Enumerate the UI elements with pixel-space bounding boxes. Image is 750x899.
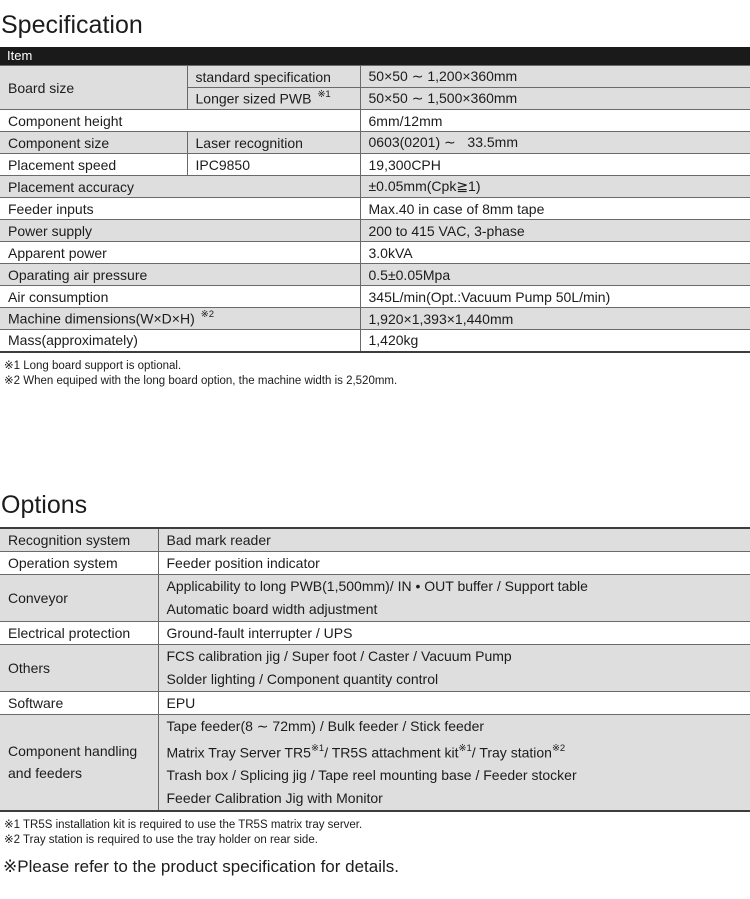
spec-item-label: Feeder inputs — [0, 198, 360, 220]
spec-item-label: Component size — [0, 132, 187, 154]
option-category-label: Conveyor — [0, 574, 158, 621]
footnote: ※2 Tray station is required to use the tray holder on rear side. — [4, 833, 750, 848]
option-line-text: / TR5S attachment kit — [324, 744, 458, 760]
option-row-operation-system — [0, 551, 750, 574]
spec-value: ±0.05mm(Cpk≧1) — [360, 176, 750, 198]
spec-item-label: Power supply — [0, 220, 360, 242]
spec-sheet-page — [0, 10, 750, 877]
spec-item-label — [0, 308, 360, 330]
option-row-conveyor — [0, 574, 750, 621]
spec-row-board-size-standard — [0, 66, 750, 88]
footnote-ref: ※2 — [552, 743, 565, 754]
option-line: FCS calibration jig / Super foot / Caster / Vacuum Pump — [167, 645, 750, 668]
option-line-text: / Tray station — [472, 744, 552, 760]
spec-value: 0.5±0.05Mpa — [360, 264, 750, 286]
spec-item-label: Board size — [0, 66, 187, 110]
option-value — [158, 644, 750, 691]
spec-item-label: Mass(approximately) — [0, 330, 360, 352]
option-value — [158, 714, 750, 811]
spec-row-feeder-inputs — [0, 198, 750, 220]
spec-value: 6mm/12mm — [360, 110, 750, 132]
spec-item-label: Oparating air pressure — [0, 264, 360, 286]
option-line: Solder lighting / Component quantity control — [167, 668, 750, 691]
spec-item-label: Placement accuracy — [0, 176, 360, 198]
option-line: Tape feeder(8 ∼ 72mm) / Bulk feeder / Stick feeder — [167, 715, 750, 738]
spec-row-component-size — [0, 132, 750, 154]
spec-item-label: Placement speed — [0, 154, 187, 176]
option-row-component-handling — [0, 714, 750, 811]
spec-row-machine-dimensions — [0, 308, 750, 330]
spec-value: 0603(0201) ∼ 33.5mm — [360, 132, 750, 154]
option-line: Feeder Calibration Jig with Monitor — [167, 787, 750, 810]
option-value: Ground-fault interrupter / UPS — [158, 621, 750, 644]
specification-title: Specification — [1, 10, 750, 40]
table-header-bar — [0, 47, 750, 65]
option-row-software — [0, 691, 750, 714]
option-value: EPU — [158, 691, 750, 714]
item-header-label: Item — [7, 48, 32, 63]
option-category-label: Recognition system — [0, 528, 158, 552]
footnote-ref: ※1 — [459, 743, 472, 754]
spec-value: 200 to 415 VAC, 3-phase — [360, 220, 750, 242]
spec-row-component-height — [0, 110, 750, 132]
spec-row-placement-accuracy — [0, 176, 750, 198]
option-value: Bad mark reader — [158, 528, 750, 552]
option-category-label: Others — [0, 644, 158, 691]
option-line: Automatic board width adjustment — [167, 598, 750, 621]
option-line-text: Matrix Tray Server TR5 — [167, 744, 311, 760]
option-line: Trash box / Splicing jig / Tape reel mounting base / Feeder stocker — [167, 764, 750, 787]
option-category-label: Operation system — [0, 551, 158, 574]
footnote-ref: ※1 — [317, 89, 330, 100]
footnote-ref: ※1 — [311, 743, 324, 754]
spec-value: 1,420kg — [360, 330, 750, 352]
footnote: ※2 When equiped with the long board option, the machine width is 2,520mm. — [4, 374, 750, 389]
spec-value: 1,920×1,393×1,440mm — [360, 308, 750, 330]
option-row-others — [0, 644, 750, 691]
footnote: ※1 Long board support is optional. — [4, 359, 750, 374]
spec-value: 50×50 ∼ 1,200×360mm — [360, 66, 750, 88]
specification-table — [0, 65, 750, 353]
spec-value: 19,300CPH — [360, 154, 750, 176]
spec-item-label: Apparent power — [0, 242, 360, 264]
spec-row-placement-speed — [0, 154, 750, 176]
spec-sub-label: Laser recognition — [187, 132, 360, 154]
options-title: Options — [1, 490, 750, 520]
spec-value: 3.0kVA — [360, 242, 750, 264]
options-table — [0, 527, 750, 813]
option-line: Applicability to long PWB(1,500mm)/ IN • OUT buffer / Support table — [167, 575, 750, 598]
options-footnotes — [4, 818, 750, 848]
spec-sub-label: standard specification — [187, 66, 360, 88]
spec-row-apparent-power — [0, 242, 750, 264]
product-spec-note: ※Please refer to the product specification for details. — [3, 857, 750, 877]
option-row-recognition-system — [0, 528, 750, 552]
spec-sub-label — [187, 88, 360, 110]
spec-row-air-consumption — [0, 286, 750, 308]
spec-footnotes — [4, 359, 750, 389]
footnote: ※1 TR5S installation kit is required to use the TR5S matrix tray server. — [4, 818, 750, 833]
option-category-label: Component handling and feeders — [0, 714, 158, 811]
option-row-electrical-protection — [0, 621, 750, 644]
footnote-ref: ※2 — [201, 309, 214, 320]
spec-sub-label: IPC9850 — [187, 154, 360, 176]
spec-value: 345L/min(Opt.:Vacuum Pump 50L/min) — [360, 286, 750, 308]
spec-value: 50×50 ∼ 1,500×360mm — [360, 88, 750, 110]
option-line — [167, 738, 750, 765]
spec-sub-label-text: Longer sized PWB — [196, 91, 312, 107]
spec-row-mass — [0, 330, 750, 352]
spec-value: Max.40 in case of 8mm tape — [360, 198, 750, 220]
option-value — [158, 574, 750, 621]
option-category-label: Electrical protection — [0, 621, 158, 644]
option-category-label: Software — [0, 691, 158, 714]
spec-row-operating-air-pressure — [0, 264, 750, 286]
spec-row-power-supply — [0, 220, 750, 242]
spec-item-label: Component height — [0, 110, 360, 132]
spec-item-label: Air consumption — [0, 286, 360, 308]
spec-item-label-text: Machine dimensions(W×D×H) — [8, 311, 195, 327]
option-value: Feeder position indicator — [158, 551, 750, 574]
